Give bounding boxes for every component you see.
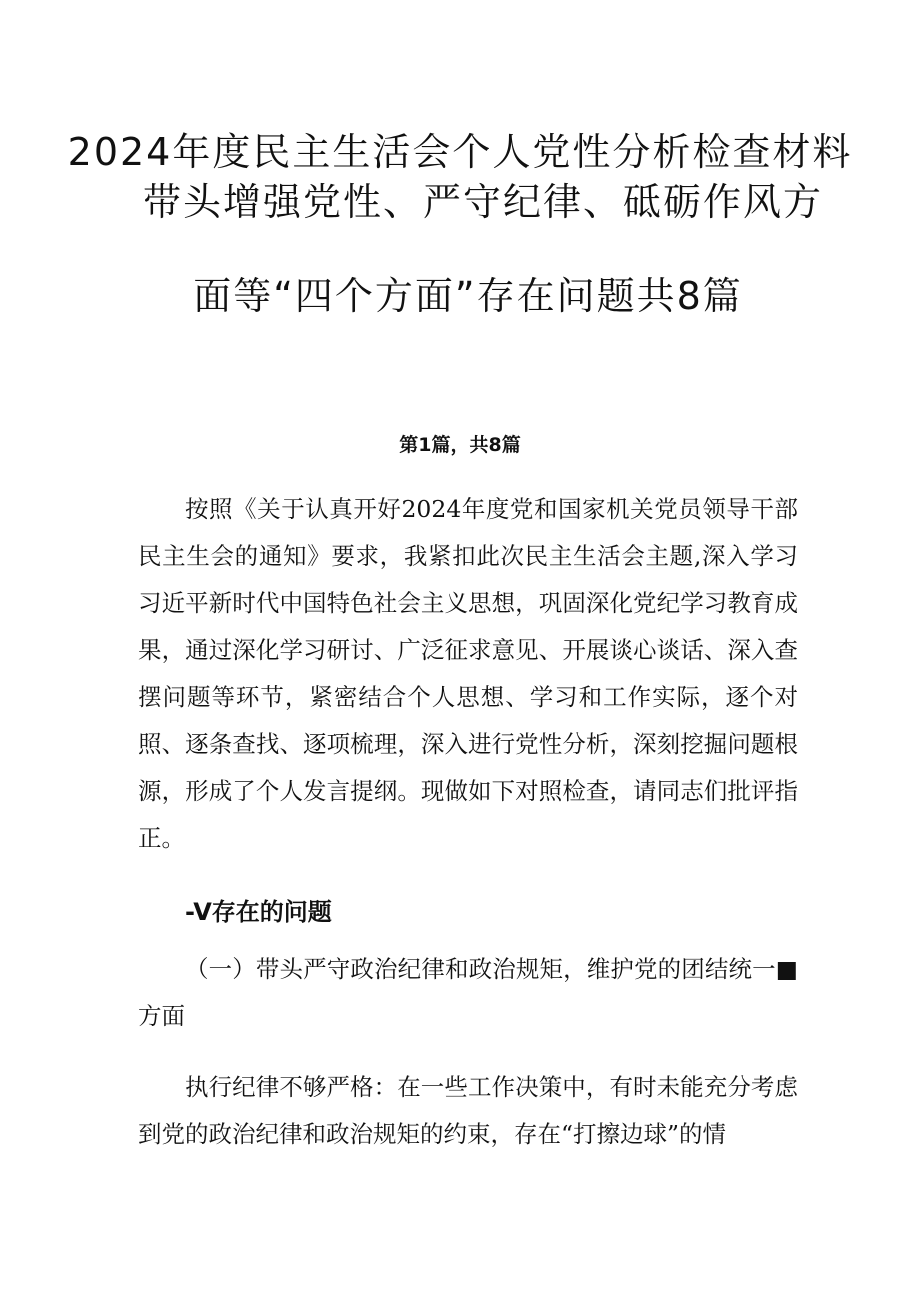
subsection-heading: （一）带头严守政治纪律和政治规矩，维护党的团结统一■方面 <box>138 955 798 1030</box>
part-indicator: 第1篇，共8篇 <box>399 434 521 456</box>
title-line-3: 面等“四个方面”存在问题共8篇 <box>193 274 743 318</box>
title-line-2: 带头增强党性、严守纪律、砥砺作风方 <box>143 180 824 224</box>
intro-paragraph: 按照《关于认真开好2024年度党和国家机关党员领导干部民主生会的通知》要求，我紧扣此次民主生活会主题,深入学习习近平新时代中国特色社会主义思想，巩固深化党纪学习教育成果，通过深化学习研讨、广泛征求意见、开展谈心谈话、深入查摆问题等环节，紧密结合个人思想、学习和工作实际，逐个对照、逐条查找、逐项梳理，深入进行党性分析，深刻挖掘问题根源，形成了个人发言提纲。现做如下对照检查，请同志们批评指正。 <box>138 495 798 852</box>
title-line-1: 2024年度民主生活会个人党性分析检查材料 <box>67 130 853 174</box>
section-heading: -V存在的问题 <box>185 898 332 926</box>
body-paragraph: 执行纪律不够严格：在一些工作决策中，有时未能充分考虑到党的政治纪律和政治规矩的约束，存在“打擦边球”的情 <box>138 1073 798 1148</box>
